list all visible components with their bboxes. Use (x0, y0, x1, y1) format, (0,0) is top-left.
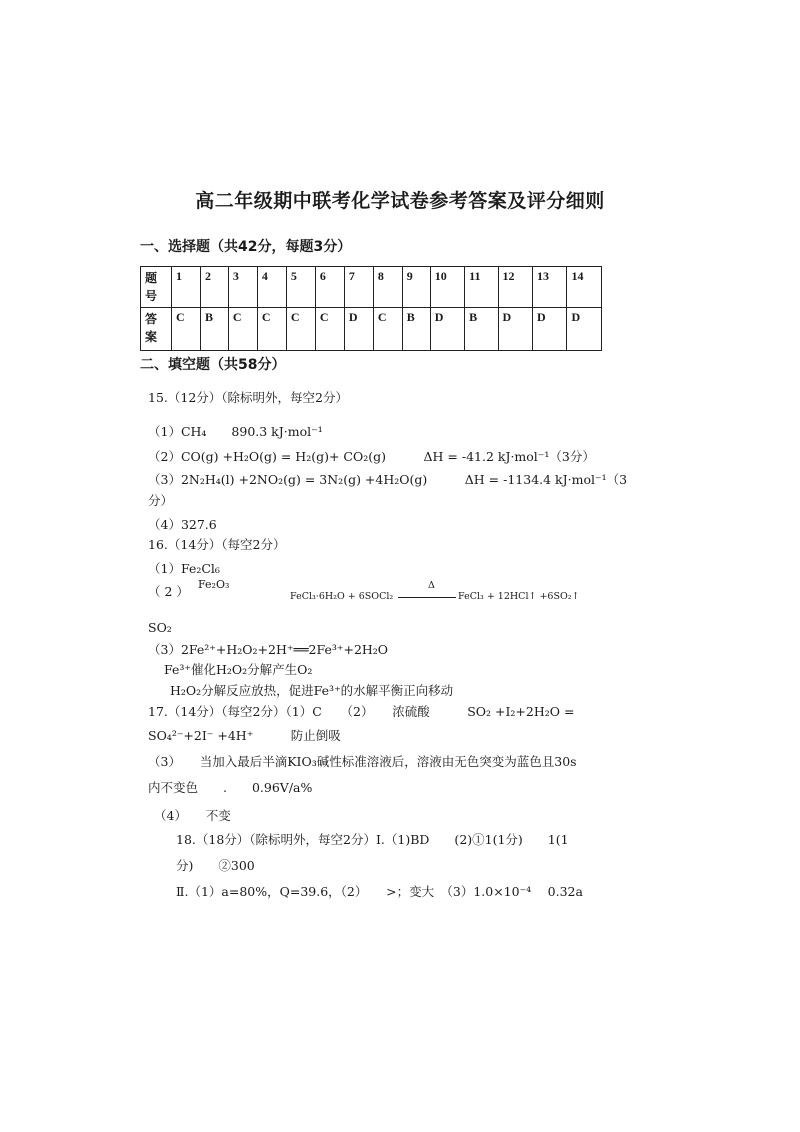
page-title: 高二年级期中联考化学试卷参考答案及评分细则 (195, 190, 605, 212)
q18-line3: Ⅱ.（1）a=80%，Q=39.6，（2） >；变大 （3）1.0×10⁻⁴ 0.32a (176, 884, 583, 899)
q17-line2: SO₄²⁻+2I⁻ +4H⁺ 防止倒吸 (148, 728, 341, 743)
table-cell: 7 (344, 267, 373, 308)
q17-line4: 内不变色 . 0.96V/a% (148, 780, 313, 795)
q16-line3: （3）2Fe²⁺+H₂O₂+2H⁺══2Fe³⁺+2H₂O (148, 642, 389, 657)
table-cell: 14 (567, 267, 602, 308)
table-cell: C (257, 308, 286, 351)
q15-line4: （4）327.6 (148, 517, 217, 532)
table-cell: D (532, 308, 566, 351)
q15-header: 15.（12分）（除标明外，每空2分） (148, 390, 348, 405)
q16-line3b: Fe³⁺催化H₂O₂分解产生O₂ (164, 662, 313, 677)
table-cell: C (315, 308, 344, 351)
table-cell: D (498, 308, 532, 351)
q17-line3: （3） 当加入最后半滴KIO₃碱性标准溶液后，溶液由无色突变为蓝色且30s (148, 754, 577, 769)
table-cell: D (430, 308, 464, 351)
table-cell: C (172, 308, 201, 351)
section1-heading: 一、选择题（共42分，每题3分） (140, 239, 352, 255)
table-header-cell: 答案 (141, 308, 172, 351)
q15-line2: （2）CO(g) +H₂O(g) = H₂(g)+ CO₂(g) ΔH = -41.2 kJ·mol⁻¹（3分） (148, 449, 595, 464)
section2-heading: 二、填空题（共58分） (140, 357, 286, 373)
table-cell: 10 (430, 267, 464, 308)
q16-line2-product: Fe₂O₃ (198, 578, 230, 591)
table-cell: 6 (315, 267, 344, 308)
table-cell: 5 (286, 267, 315, 308)
answer-table (140, 266, 602, 351)
q16-equation-left: FeCl₃·6H₂O + 6SOCl₂ (290, 591, 394, 602)
table-cell: C (228, 308, 257, 351)
q17-line5: （4） 不变 (154, 808, 231, 823)
table-cell: C (373, 308, 402, 351)
q15-line1: （1）CH₄ 890.3 kJ·mol⁻¹ (148, 424, 323, 439)
table-cell: 13 (532, 267, 566, 308)
table-cell: 4 (257, 267, 286, 308)
table-cell: B (465, 308, 498, 351)
table-cell: B (402, 308, 430, 351)
q18-line1: 18.（18分）（除标明外，每空2分）Ⅰ.（1)BD (2)①1(1分) 1(1 (176, 832, 569, 847)
q18-line2: 分) ②300 (176, 858, 255, 873)
table-cell: 11 (465, 267, 498, 308)
equation-arrow (398, 597, 456, 598)
q16-line3c: H₂O₂分解反应放热，促进Fe³⁺的水解平衡正向移动 (170, 683, 454, 698)
table-cell: C (286, 308, 315, 351)
table-cell: 8 (373, 267, 402, 308)
table-cell: 3 (228, 267, 257, 308)
q16-equation-right: FeCl₃ + 12HCl↑ +6SO₂↑ (458, 591, 580, 602)
table-cell: B (200, 308, 228, 351)
q16-equation-delta: Δ (428, 580, 435, 591)
table-cell: 1 (172, 267, 201, 308)
table-cell: 12 (498, 267, 532, 308)
q16-line1: （1）Fe₂Cl₆ (148, 561, 220, 576)
q16-header: 16.（14分）（每空2分） (148, 537, 286, 552)
table-row-answers (141, 308, 602, 351)
table-cell: 2 (200, 267, 228, 308)
q16-so2: SO₂ (148, 620, 172, 635)
table-header-cell: 题号 (141, 267, 172, 308)
q17-line1: 17.（14分）（每空2分）（1）C （2） 浓硫酸 SO₂ +I₂+2H₂O = (148, 704, 575, 719)
table-row-numbers (141, 267, 602, 308)
table-cell: D (344, 308, 373, 351)
q16-line2-label: （ 2 ） (148, 584, 189, 599)
table-cell: 9 (402, 267, 430, 308)
q15-line3: （3）2N₂H₄(l) +2NO₂(g) = 3N₂(g) +4H₂O(g) ΔH = -1134.4 kJ·mol⁻¹（3 (148, 472, 628, 487)
table-cell: D (567, 308, 602, 351)
q15-line3-cont: 分） (148, 493, 174, 508)
